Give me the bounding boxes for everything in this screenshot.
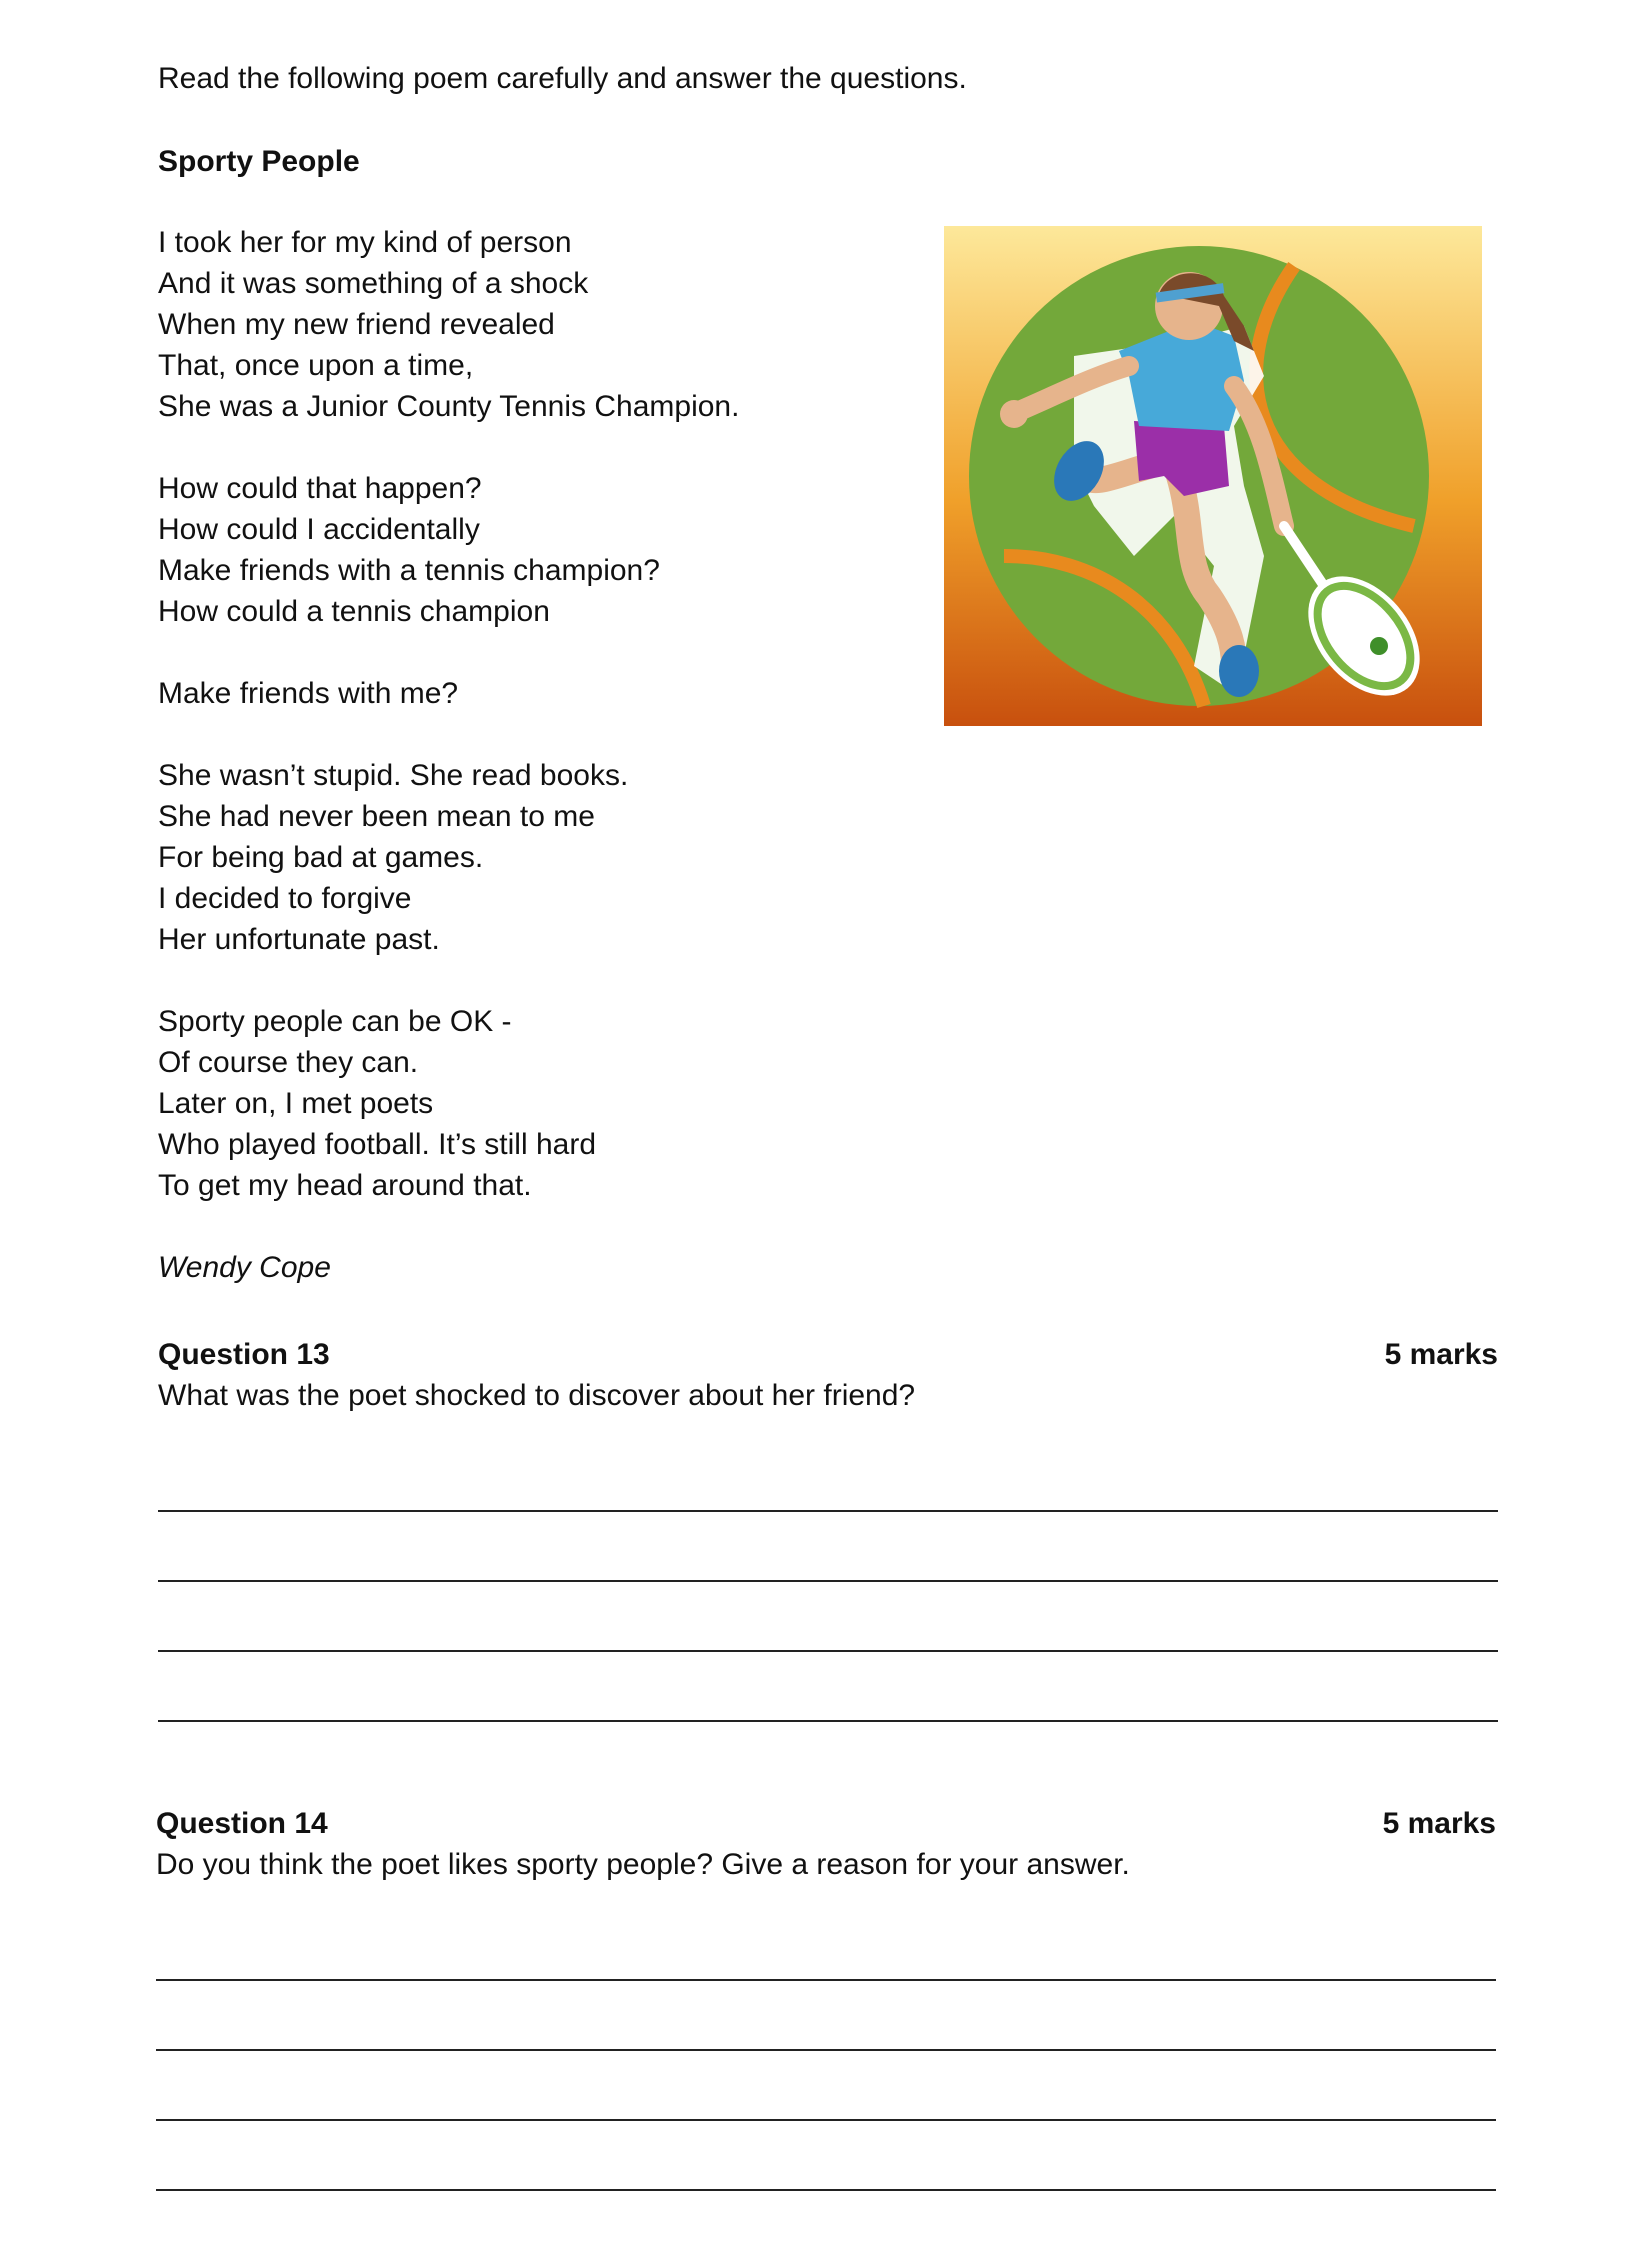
answer-line[interactable] bbox=[158, 1652, 1498, 1722]
answer-line[interactable] bbox=[158, 1472, 1498, 1512]
instruction-text: Read the following poem carefully and answer the questions. bbox=[158, 62, 967, 95]
poem-line: She wasn’t stupid. She read books. bbox=[158, 759, 629, 792]
poem-title: Sporty People bbox=[158, 145, 360, 178]
stanza-2 bbox=[158, 468, 918, 632]
poem-line: Later on, I met poets bbox=[158, 1087, 434, 1120]
poem-line: Who played football. It’s still hard bbox=[158, 1128, 597, 1161]
poem-line: She was a Junior County Tennis Champion. bbox=[158, 390, 740, 423]
question-number: Question 13 bbox=[158, 1338, 330, 1371]
answer-line[interactable] bbox=[158, 1582, 1498, 1652]
question-marks: 5 marks bbox=[1384, 1338, 1498, 1371]
poem-line: That, once upon a time, bbox=[158, 349, 474, 382]
question-text: What was the poet shocked to discover about her friend? bbox=[158, 1379, 916, 1412]
poem-line: How could I accidentally bbox=[158, 513, 480, 546]
poem-line: And it was something of a shock bbox=[158, 267, 589, 300]
answer-area[interactable] bbox=[156, 1941, 1496, 2191]
tennis-player-icon bbox=[944, 226, 1482, 726]
poem-body bbox=[158, 222, 918, 1288]
answer-line[interactable] bbox=[156, 2051, 1496, 2121]
question-text: Do you think the poet likes sporty people? Give a reason for your answer. bbox=[156, 1848, 1130, 1881]
poem-line: Her unfortunate past. bbox=[158, 923, 440, 956]
answer-line[interactable] bbox=[156, 1941, 1496, 1981]
stanza-3 bbox=[158, 673, 918, 714]
poem-line: To get my head around that. bbox=[158, 1169, 532, 1202]
poem-line: How could that happen? bbox=[158, 472, 482, 505]
answer-area[interactable] bbox=[158, 1472, 1498, 1722]
poem-line: Of course they can. bbox=[158, 1046, 419, 1079]
poem-line: Make friends with me? bbox=[158, 677, 459, 710]
tennis-player-illustration bbox=[944, 226, 1482, 726]
answer-line[interactable] bbox=[156, 2121, 1496, 2191]
poem-line: For being bad at games. bbox=[158, 841, 484, 874]
answer-line[interactable] bbox=[158, 1512, 1498, 1582]
question-number: Question 14 bbox=[156, 1807, 328, 1840]
poem-author: Wendy Cope bbox=[158, 1251, 331, 1284]
stanza-1 bbox=[158, 222, 918, 427]
poem-line: Sporty people can be OK - bbox=[158, 1005, 512, 1038]
answer-line[interactable] bbox=[156, 1981, 1496, 2051]
poem-line: I took her for my kind of person bbox=[158, 226, 572, 259]
poem-line: How could a tennis champion bbox=[158, 595, 550, 628]
stanza-5 bbox=[158, 1001, 918, 1206]
poem-line: Make friends with a tennis champion? bbox=[158, 554, 660, 587]
poem-line: I decided to forgive bbox=[158, 882, 412, 915]
question-14 bbox=[156, 1803, 1496, 2191]
question-13 bbox=[158, 1334, 1498, 1722]
stanza-4 bbox=[158, 755, 918, 960]
poem-line: When my new friend revealed bbox=[158, 308, 555, 341]
poem-line: She had never been mean to me bbox=[158, 800, 595, 833]
question-marks: 5 marks bbox=[1382, 1807, 1496, 1840]
